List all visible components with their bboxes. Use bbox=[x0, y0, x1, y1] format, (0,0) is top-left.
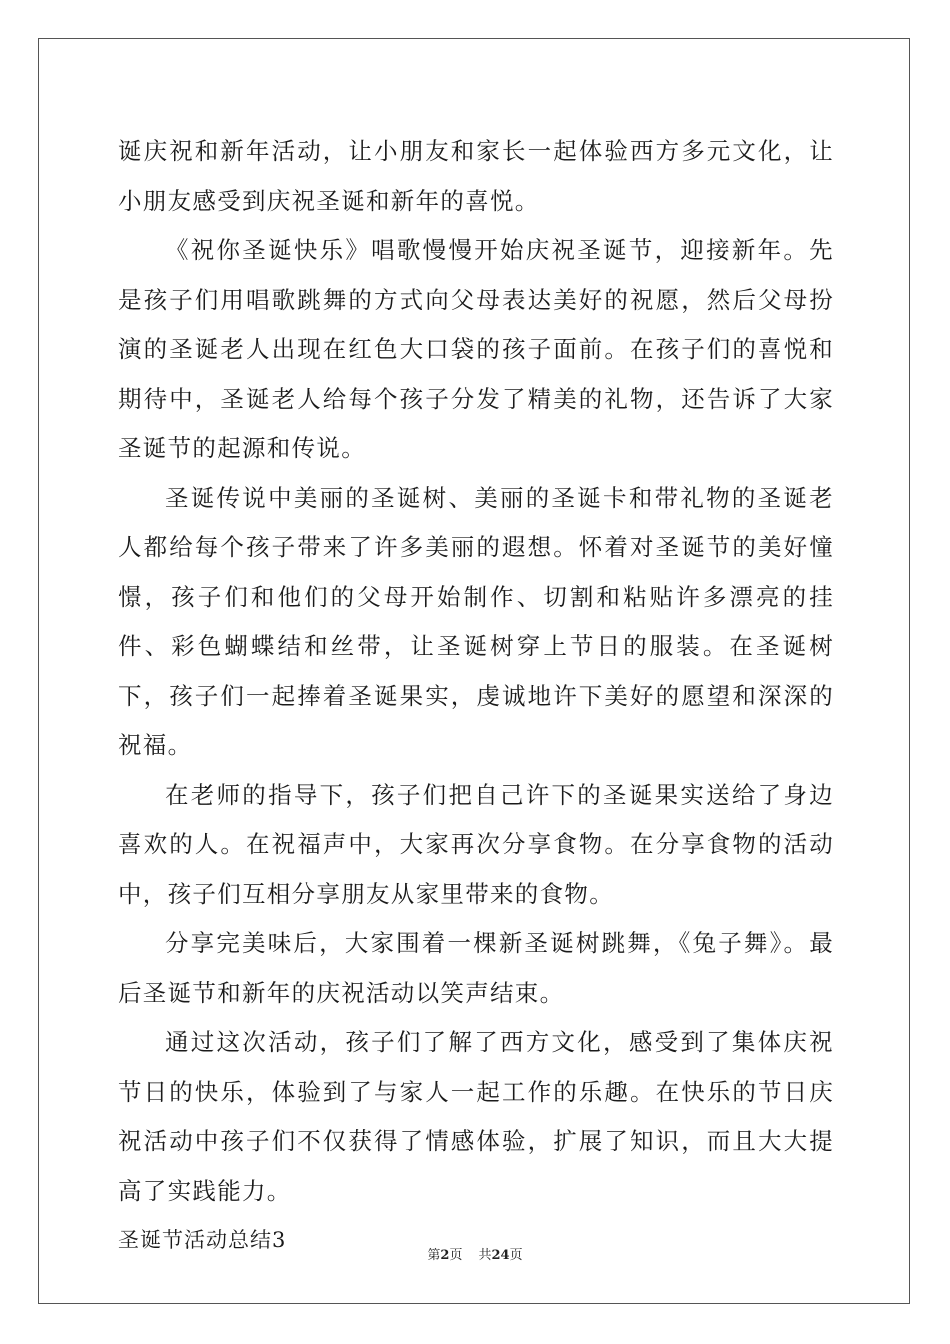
paragraph-2: 《祝你圣诞快乐》唱歌慢慢开始庆祝圣诞节，迎接新年。先是孩子们用唱歌跳舞的方式向父母表达美好的祝愿，然后父母扮演的圣诞老人出现在红色大口袋的孩子面前。在孩子们的喜悦和期待中，圣诞老人给每个孩子分发了精美的礼物，还告诉了大家圣诞节的起源和传说。 bbox=[118, 236, 834, 462]
page-label-suffix: 页 bbox=[449, 1248, 463, 1263]
total-label-suffix: 页 bbox=[509, 1248, 523, 1263]
total-label-prefix: 共 bbox=[478, 1248, 492, 1263]
paragraph-5: 分享完美味后，大家围着一棵新圣诞树跳舞，《兔子舞》。最后圣诞节和新年的庆祝活动以笑声结束。 bbox=[118, 929, 834, 1007]
paragraph-6: 通过这次活动，孩子们了解了西方文化，感受到了集体庆祝节日的快乐，体验到了与家人一起工作的乐趣。在快乐的节日庆祝活动中孩子们不仅获得了情感体验，扩展了知识，而且大大提高了实践能力。 bbox=[118, 1028, 834, 1205]
section-heading: 圣诞节活动总结3 bbox=[118, 1228, 287, 1252]
paragraph-1: 诞庆祝和新年活动，让小朋友和家长一起体验西方多元文化，让小朋友感受到庆祝圣诞和新年的喜悦。 bbox=[118, 137, 834, 215]
page-footer bbox=[0, 1244, 950, 1263]
paragraph-4: 在老师的指导下，孩子们把自己许下的圣诞果实送给了身边喜欢的人。在祝福声中，大家再次分享食物。在分享食物的活动中，孩子们互相分享朋友从家里带来的食物。 bbox=[118, 780, 834, 908]
page-label-prefix: 第 bbox=[427, 1248, 441, 1263]
document-body bbox=[118, 127, 834, 1266]
paragraph-3: 圣诞传说中美丽的圣诞树、美丽的圣诞卡和带礼物的圣诞老人都给每个孩子带来了许多美丽的遐想。怀着对圣诞节的美好憧憬，孩子们和他们的父母开始制作、切割和粘贴许多漂亮的挂件、彩色蝴蝶结和丝带，让圣诞树穿上节日的服装。在圣诞树下，孩子们一起捧着圣诞果实，虔诚地许下美好的愿望和深深的祝福。 bbox=[118, 483, 834, 759]
current-page-number: 2 bbox=[440, 1248, 450, 1263]
total-pages-number: 24 bbox=[491, 1248, 510, 1263]
